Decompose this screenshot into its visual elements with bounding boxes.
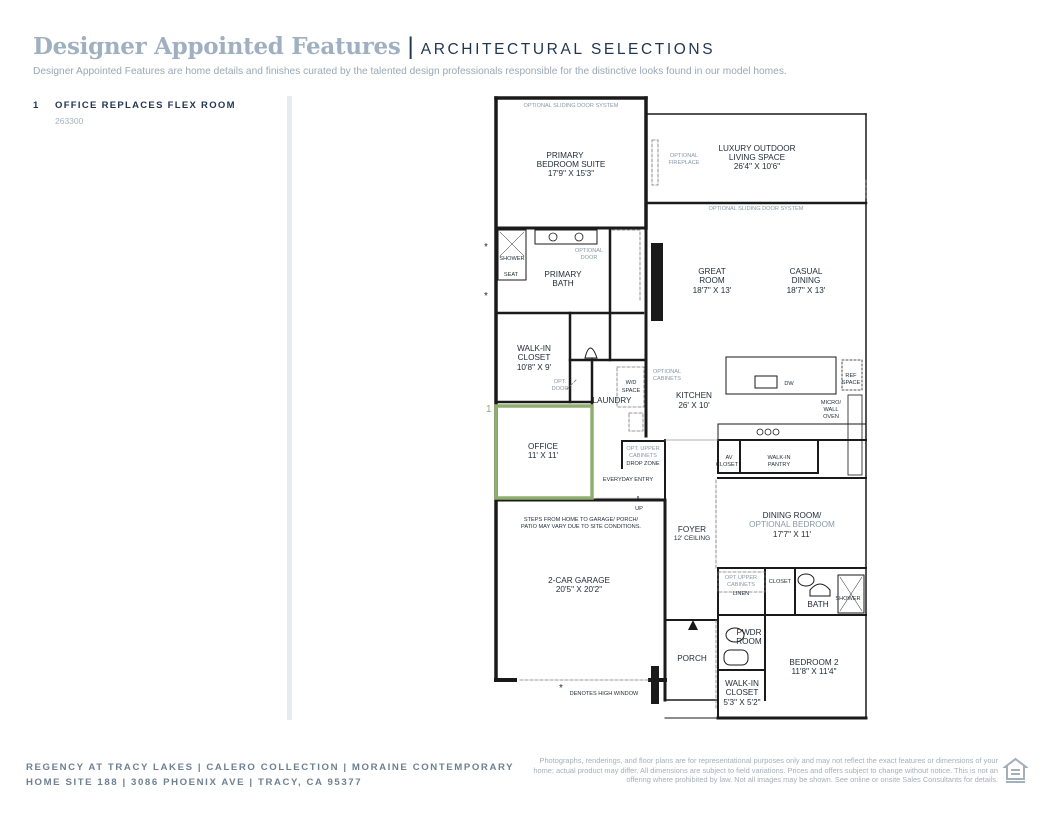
room-great-line2: ROOM (699, 276, 725, 285)
footer-line-1: REGENCY AT TRACY LAKES | CALERO COLLECTION | MORAINE CONTEMPORARY (26, 762, 515, 773)
room-great-line1: GREAT (698, 267, 726, 276)
room-bedroom2-dims: 11'8" X 11'4" (791, 667, 837, 676)
room-primary-bath-line2: BATH (552, 279, 574, 288)
footer-disclaimer: Photographs, renderings, and floor plans are for representational purposes only and may not reflect the exact features or dimensions of your home; actual product may differ. All dimensions are subject to field variations. Prices and offers subject to change without notice. This is not an offering where prohibited by law. Not all images may be shown. See online or onsite Sales Consultants for details. (533, 756, 998, 785)
label-sliding-top: OPTIONAL SLIDING DOOR SYSTEM (523, 103, 619, 109)
room-dining2-dims: 17'7" X 11' (772, 530, 812, 539)
room-dining-dims: 18'7" X 13' (786, 286, 826, 295)
room-kitchen-dims: 26' X 10' (678, 401, 710, 410)
label-shower-2: SHOWER (835, 596, 861, 602)
room-outdoor-line2: LIVING SPACE (728, 153, 786, 162)
label-seat: SEAT (503, 272, 519, 278)
room-laundry: LAUNDRY (592, 396, 632, 405)
label-upper-b-1: OPT UPPER (724, 575, 758, 581)
room-porch: PORCH (677, 654, 707, 663)
room-foyer-line1: FOYER (677, 525, 707, 534)
label-av-2: CLOSET (715, 462, 739, 468)
room-dining-line1: CASUAL (789, 267, 823, 276)
room-garage-dims: 20'5" X 20'2" (555, 585, 603, 594)
label-micro-3: OVEN (823, 414, 839, 420)
page-subtitle: ARCHITECTURAL SELECTIONS (420, 41, 716, 58)
room-pwdr-line1: PWDR (736, 628, 762, 637)
label-upper-2: CABINETS (629, 453, 657, 459)
room-office-line1: OFFICE (527, 442, 559, 451)
label-micro-1: MICRO/ (820, 400, 842, 406)
option-label: OFFICE REPLACES FLEX ROOM (55, 100, 236, 111)
option-code: 263300 (55, 116, 84, 126)
intro-text: Designer Appointed Features are home details and finishes curated by the talented design professionals responsible for the distinctive looks found in our model homes. (33, 66, 787, 77)
room-pwdr-line2: ROOM (736, 637, 762, 646)
label-optdoor-2: DOOR (580, 255, 598, 261)
room-walkin-line2: CLOSET (517, 353, 551, 362)
room-primary-bedroom-line1: PRIMARY (546, 151, 584, 160)
high-window-asterisk-1: * (484, 242, 488, 253)
room-primary-bedroom-line2: BEDROOM SUITE (536, 160, 606, 169)
label-steps-2: PATIO MAY VARY DUE TO SITE CONDITIONS. (521, 524, 641, 530)
room-office-dims: 11' X 11' (527, 451, 559, 460)
room-walkin-dims: 10'8" X 9' (516, 363, 552, 372)
room-walkin-line1: WALK-IN (517, 344, 551, 353)
label-micro-2: WALL (823, 407, 839, 413)
label-optcab-1: OPTIONAL (652, 369, 682, 375)
room-walkin2-dims: 5'3" X 5'2" (723, 698, 761, 707)
plan-callout-number: 1 (486, 404, 492, 415)
footer-line-2: HOME SITE 188 | 3086 PHOENIX AVE | TRACY, CA 95377 (26, 776, 363, 788)
room-bedroom2-line1: BEDROOM 2 (789, 658, 839, 667)
label-ref-2: SPACE (841, 380, 861, 386)
room-outdoor-line1: LUXURY OUTDOOR (718, 144, 796, 153)
room-primary-bath-line1: PRIMARY (544, 270, 582, 279)
room-dining2-line1: DINING ROOM/ (762, 511, 822, 520)
label-ref-1: REF (845, 373, 857, 379)
label-sliding-mid: OPTIONAL SLIDING DOOR SYSTEM (708, 206, 804, 212)
room-great-dims: 18'7" X 13' (692, 286, 732, 295)
label-high-window: DENOTES HIGH WINDOW (569, 691, 639, 697)
room-bath2: BATH (807, 600, 829, 609)
room-outdoor-dims: 26'4" X 10'6" (733, 162, 781, 171)
label-everyday-entry: EVERYDAY ENTRY (602, 477, 654, 483)
room-garage-line1: 2-CAR GARAGE (548, 576, 610, 585)
label-optdoor-1: OPTIONAL (574, 248, 604, 254)
label-optdoor-closet-2: DOOR (551, 386, 569, 392)
label-linen: LINEN (732, 591, 750, 597)
label-steps-1: STEPS FROM HOME TO GARAGE/ PORCH/ (523, 517, 639, 523)
label-shower: SHOWER (499, 256, 525, 262)
label-pantry-1: WALK-IN (767, 455, 791, 461)
label-av-1: AV (725, 455, 733, 461)
footer-address (26, 761, 514, 790)
label-fireplace-1: OPTIONAL (669, 153, 699, 159)
room-dining-line2: DINING (791, 276, 821, 285)
room-kitchen-line1: KITCHEN (676, 391, 712, 400)
label-drop-zone: DROP ZONE (626, 461, 660, 467)
option-number: 1 (33, 100, 40, 111)
room-walkin2-line2: CLOSET (725, 688, 759, 697)
room-primary-bedroom-dims: 17'9" X 15'3" (547, 169, 595, 178)
label-wd-2: SPACE (621, 388, 641, 394)
label-optdoor-closet-1: OPT. (553, 379, 567, 385)
label-fireplace-2: FIREPLACE (668, 160, 700, 166)
label-pantry-2: PANTRY (767, 462, 791, 468)
page-title: Designer Appointed Features (33, 33, 401, 60)
label-wd-1: W/D (625, 380, 637, 386)
title-separator: | (407, 33, 414, 60)
label-upper-b-2: CABINETS (727, 582, 755, 588)
high-window-asterisk-2: * (484, 291, 488, 302)
equal-housing-icon (1003, 757, 1028, 785)
label-dw: DW (784, 381, 794, 387)
label-up: UP (635, 506, 643, 512)
label-optcab-2: CABINETS (653, 376, 681, 382)
room-walkin2-line1: WALK-IN (725, 679, 759, 688)
label-upper-1: OPT. UPPER (626, 446, 660, 452)
room-foyer-dims: 12' CEILING (673, 535, 711, 542)
high-window-asterisk-3: * (559, 683, 563, 694)
room-dining2-line2: OPTIONAL BEDROOM (749, 520, 835, 529)
label-closet: CLOSET (768, 579, 792, 585)
